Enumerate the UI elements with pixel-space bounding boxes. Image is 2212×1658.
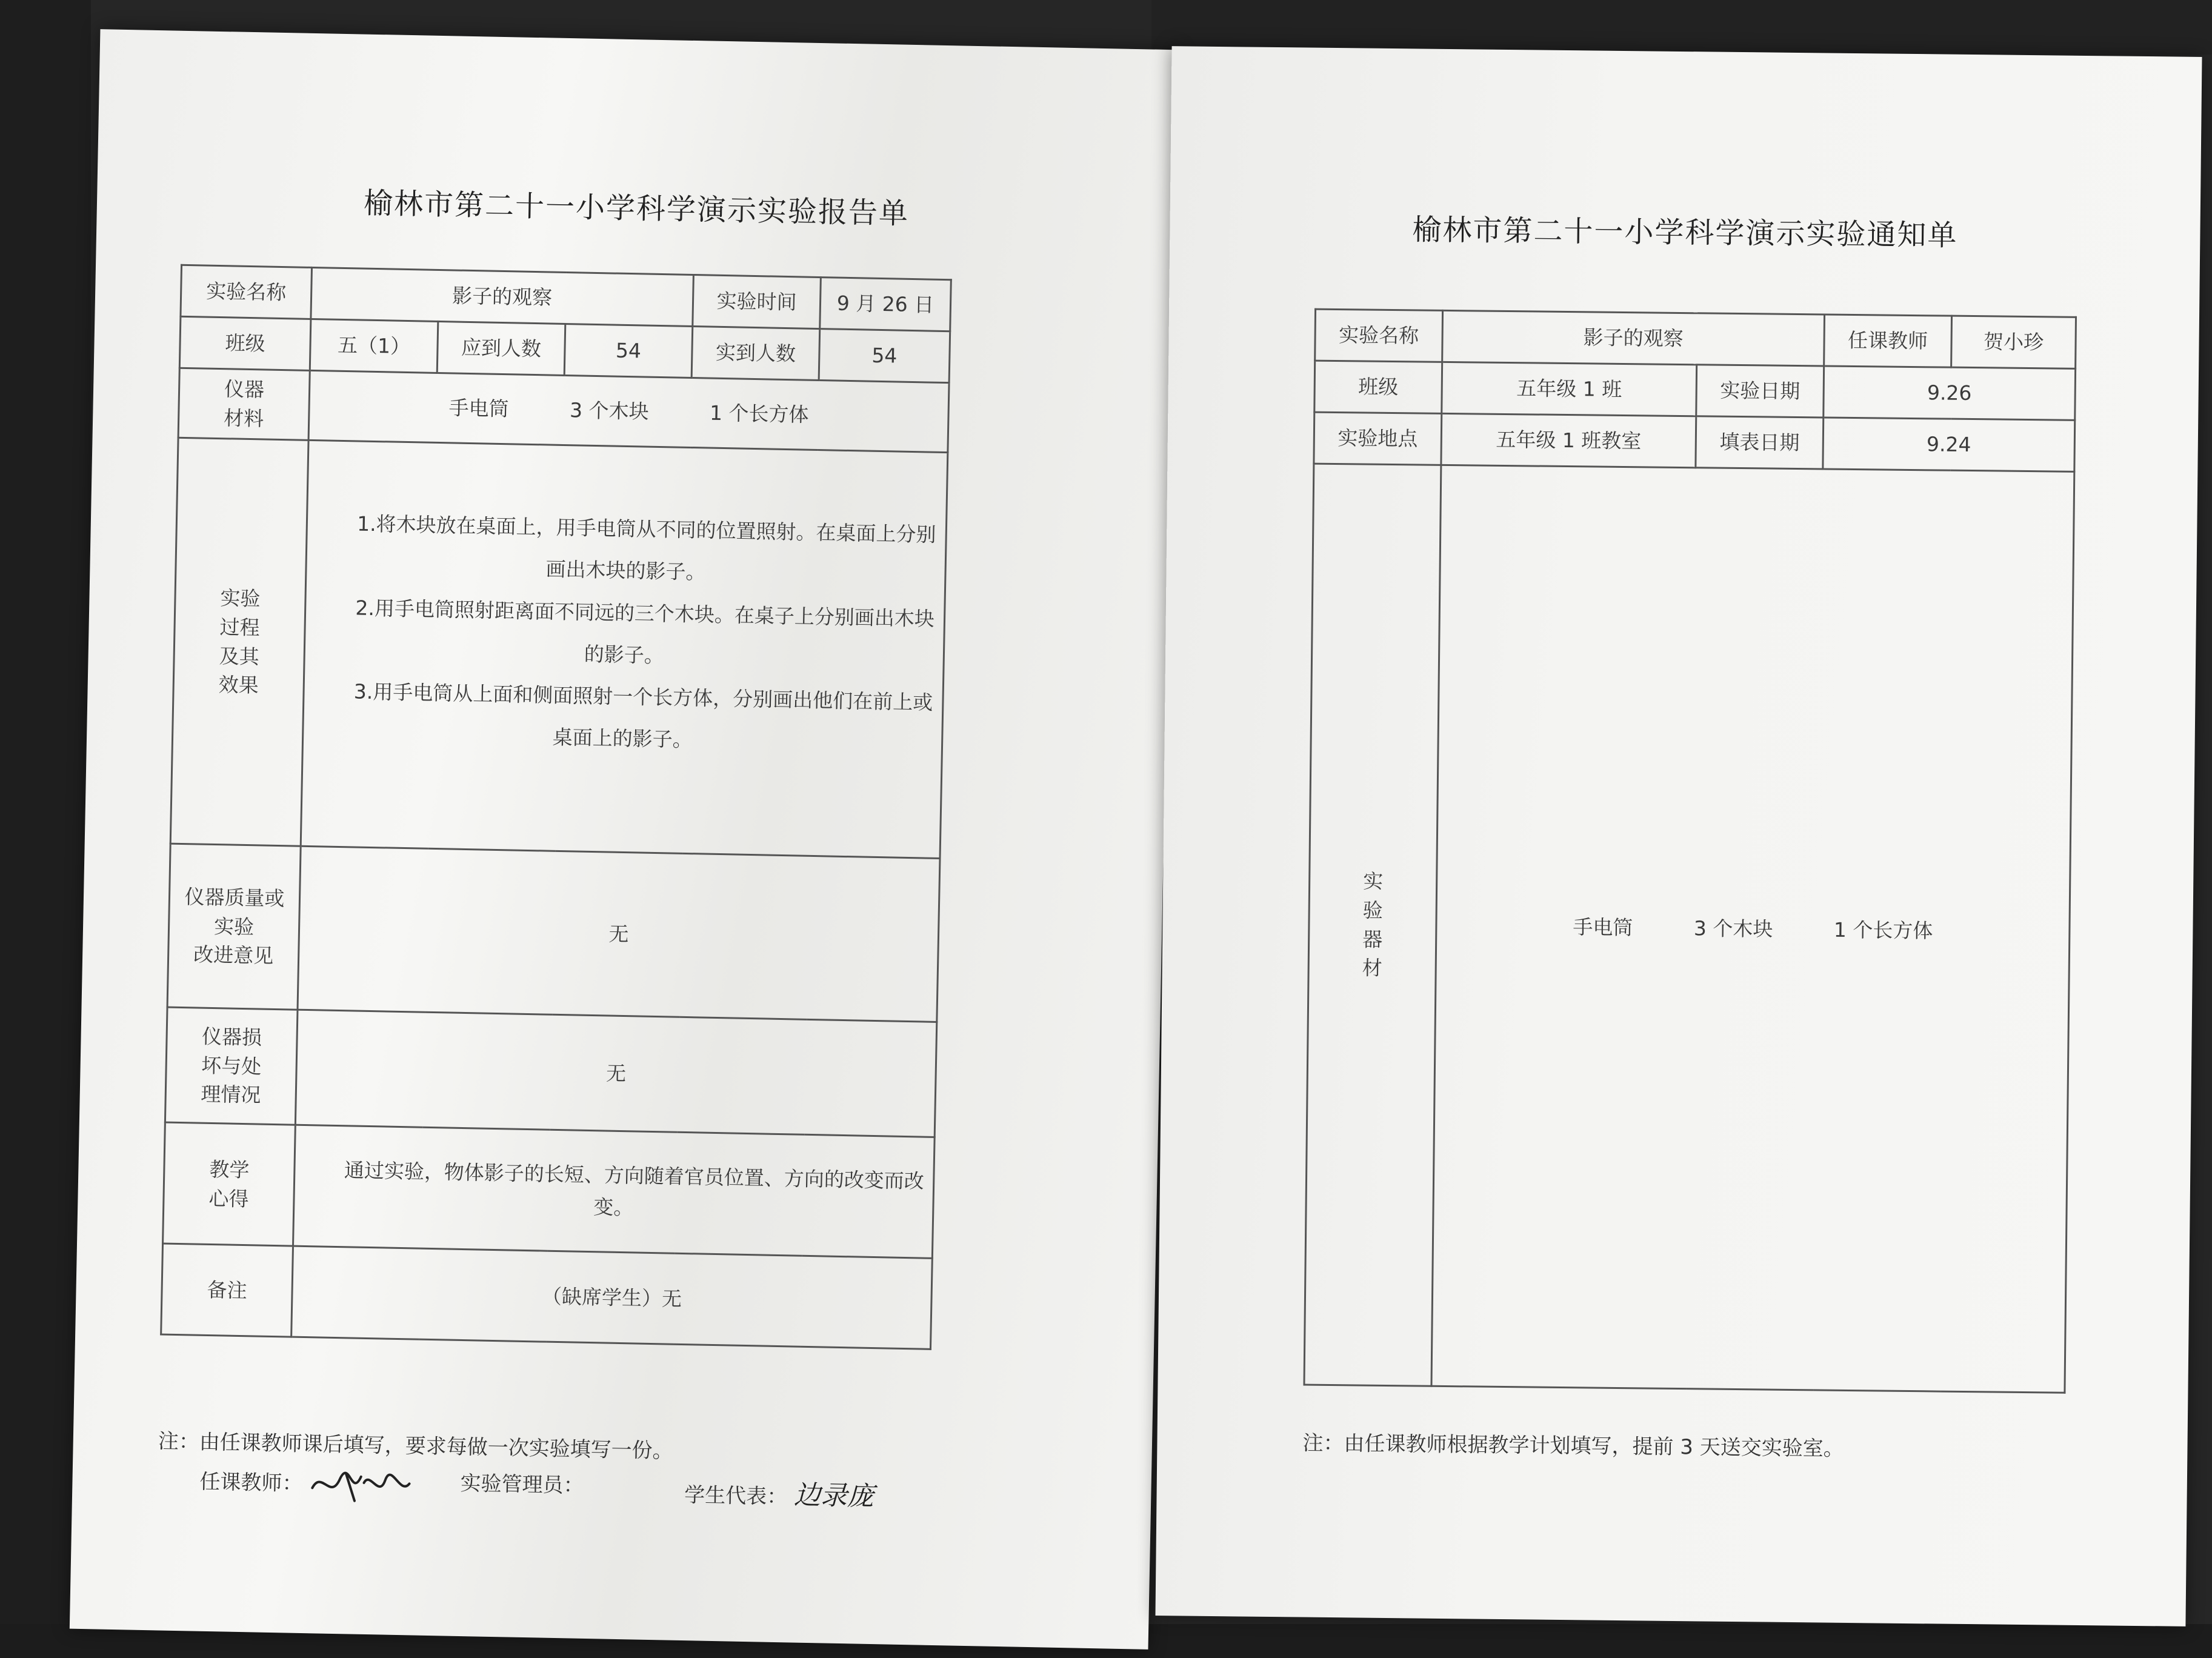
- report-value-time: 9 月 26 日: [820, 278, 951, 331]
- report-value-actual: 54: [819, 329, 950, 383]
- report-label-class: 班级: [179, 316, 311, 370]
- notice-row-place: [1314, 412, 2075, 471]
- report-label-actual: 实到人数: [691, 327, 820, 381]
- student-signature-field: [684, 1471, 874, 1513]
- teacher-signature-scribble: [309, 1463, 413, 1508]
- process-step: 1.将木块放在桌面上，用手电筒从不同的位置照射。在桌面上分别画出木块的影子。: [356, 511, 936, 584]
- notice-label-equipment: 实 验 器 材: [1304, 464, 1441, 1386]
- admin-signature-label: 实验管理员：: [460, 1471, 584, 1498]
- equipment-item: 3 个木块: [1693, 916, 1773, 941]
- material-item: 3 个木块: [569, 398, 649, 424]
- report-label-remark: 备注: [161, 1244, 293, 1337]
- report-value-expected: 54: [564, 324, 693, 378]
- notice-label-class: 班级: [1314, 361, 1442, 413]
- admin-signature-field: [460, 1467, 584, 1499]
- student-signature-label: 学生代表：: [684, 1483, 788, 1510]
- report-value-quality: 无: [298, 846, 940, 1022]
- equipment-item: 1 个长方体: [1833, 917, 1933, 942]
- notice-table: [1303, 308, 2077, 1394]
- report-value-process: [301, 440, 948, 858]
- report-table: [160, 264, 952, 1350]
- report-value-remark: （缺席学生）无: [291, 1246, 933, 1349]
- report-sheet: [70, 29, 1179, 1650]
- notice-value-class: 五年级 1 班: [1442, 362, 1697, 416]
- report-label-teaching: 教学 心得: [163, 1122, 296, 1246]
- report-row-process: [170, 438, 948, 858]
- report-row-quality: [167, 844, 940, 1022]
- report-label-materials: 仪器 材料: [178, 368, 310, 440]
- report-label-damage: 仪器损 坏与处 理情况: [165, 1007, 298, 1125]
- notice-label-fill-date: 填表日期: [1696, 416, 1824, 469]
- report-value-class: 五（1）: [310, 319, 438, 373]
- notice-label-place: 实验地点: [1314, 412, 1442, 465]
- report-value-damage: 无: [295, 1010, 936, 1137]
- notice-value-place: 五年级 1 班教室: [1441, 413, 1696, 467]
- notice-row-equipment: [1304, 464, 2074, 1393]
- report-signature-row: [199, 1462, 988, 1525]
- report-row-damage: [165, 1007, 936, 1137]
- report-title: 榆林市第二十一小学科学演示实验报告单: [363, 186, 910, 231]
- notice-row-name: [1315, 309, 2076, 368]
- notice-value-fill-date: 9.24: [1823, 418, 2075, 471]
- report-value-name: 影子的观察: [311, 267, 694, 326]
- notice-row-class: [1314, 361, 2076, 420]
- report-label-name: 实验名称: [181, 265, 312, 319]
- report-footnote: 注：由任课教师课后填写，要求每做一次实验填写一份。: [158, 1429, 674, 1463]
- student-signature-name: 边录庞: [793, 1479, 874, 1513]
- notice-value-name: 影子的观察: [1442, 310, 1825, 366]
- notice-label-teacher: 任课教师: [1824, 315, 1952, 367]
- teacher-signature-field: [199, 1462, 413, 1508]
- equipment-item: 手电筒: [1573, 914, 1633, 939]
- material-item: 1 个长方体: [709, 401, 809, 427]
- notice-title: 榆林市第二十一小学科学演示实验通知单: [1412, 213, 1958, 253]
- report-label-time: 实验时间: [693, 275, 821, 329]
- report-row-teaching: [163, 1122, 935, 1258]
- notice-value-equipment: [1431, 465, 2074, 1393]
- process-step: 3.用手电筒从上面和侧面照射一个长方体，分别画出他们在前上或桌面上的影子。: [353, 679, 933, 752]
- report-label-expected: 应到人数: [437, 321, 565, 375]
- report-value-teaching: 通过实验，物体影子的长短、方向随着官员位置、方向的改变而改变。: [293, 1125, 935, 1258]
- report-row-remark: [161, 1244, 933, 1349]
- notice-label-name: 实验名称: [1315, 309, 1443, 362]
- teacher-signature-label: 任课教师：: [199, 1470, 303, 1496]
- report-value-materials: [308, 370, 949, 452]
- notice-footnote: 注：由任课教师根据教学计划填写，提前 3 天送交实验室。: [1302, 1431, 1844, 1461]
- notice-label-date: 实验日期: [1696, 365, 1824, 418]
- material-item: 手电筒: [448, 396, 509, 421]
- notice-value-teacher: 贺小珍: [1951, 316, 2076, 368]
- report-label-quality: 仪器质量或 实验 改进意见: [167, 844, 301, 1010]
- notice-sheet: [1155, 46, 2202, 1626]
- notice-value-date: 9.26: [1824, 366, 2076, 420]
- report-label-process: 实验 过程 及其 效果: [170, 438, 308, 846]
- background-dark-surface-top: [1151, 0, 2212, 55]
- process-step: 2.用手电筒照射距离面不同远的三个木块。在桌子上分别画出木块的影子。: [355, 596, 935, 668]
